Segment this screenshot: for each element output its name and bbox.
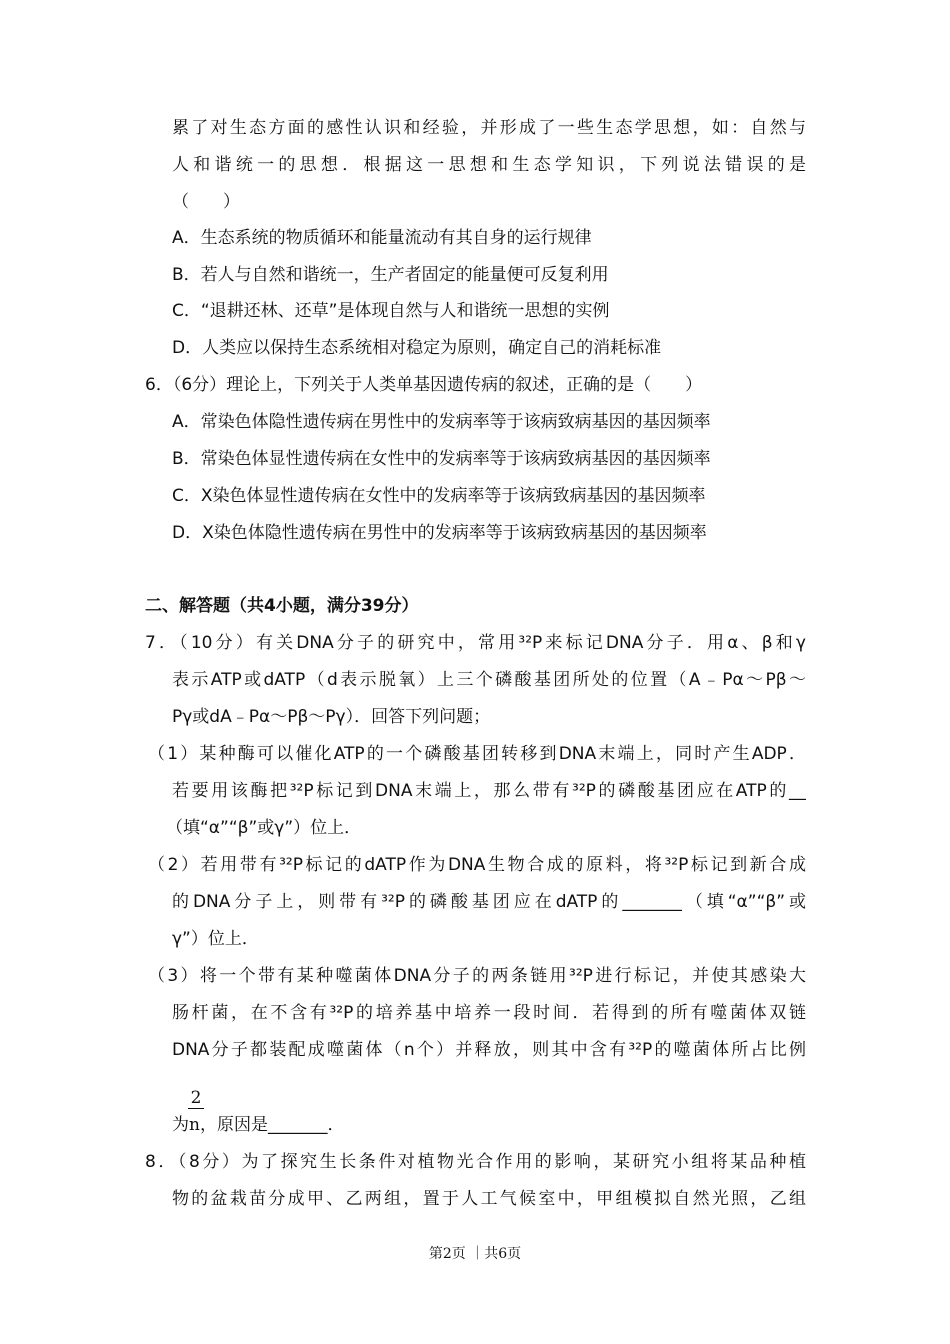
section-heading: 二、解答题（共4小题，满分39分） [145,596,419,616]
text-line: 表示ATP或dATP（d表示脱氧）上三个磷酸基团所处的位置（A﹣Pα～Pβ～ [172,670,806,690]
text-prefix: 为 [172,1115,189,1135]
option-d: D．人类应以保持生态系统相对稳定为原则，确定自己的消耗标准 [172,338,662,358]
question-stem: 6．（6分）理论上，下列关于人类单基因遗传病的叙述，正确的是（ ） [145,375,703,395]
text-line: 累了对生态方面的感性认识和经验，并形成了一些生态学思想，如：自然与 [172,118,806,138]
option-c: C．“退耕还林、还草”是体现自然与人和谐统一思想的实例 [172,301,610,321]
subquestion-1: （1）某种酶可以催化ATP的一个磷酸基团转移到DNA末端上，同时产生ADP． [148,744,806,764]
fraction-denominator: n [189,1115,200,1135]
option-a: A．生态系统的物质循环和能量流动有其自身的运行规律 [172,228,592,248]
fraction-numerator: 2 [188,1088,204,1109]
fraction [188,1088,204,1109]
text-line: DNA分子都装配成噬菌体（n个）并释放，则其中含有³²P的噬菌体所占比例 [172,1040,806,1060]
text-line: 的DNA分子上，则带有³²P的磷酸基团应在dATP的_______（填“α”“β”或 [172,892,806,912]
text-line [172,1113,806,1137]
option-a: A．常染色体隐性遗传病在男性中的发病率等于该病致病基因的基因频率 [172,412,711,432]
text-line: Pγ或dA﹣Pα～Pβ～Pγ）．回答下列问题； [172,707,491,727]
option-d: D．X染色体隐性遗传病在男性中的发病率等于该病致病基因的基因频率 [172,523,707,543]
text-line: 物的盆栽苗分成甲、乙两组，置于人工气候室中，甲组模拟自然光照，乙组 [172,1189,806,1209]
text-line: γ”）位上． [172,929,259,949]
text-line: 若要用该酶把³²P标记到DNA末端上，那么带有³²P的磷酸基团应在ATP的__ [172,781,806,801]
subquestion-3: （3）将一个带有某种噬菌体DNA分子的两条链用³²P进行标记，并使其感染大 [148,966,806,986]
text-line: （填“α”“β”或γ”）位上． [166,818,362,838]
answer-parentheses: （ ） [172,192,240,212]
text-line: 人和谐统一的思想．根据这一思想和生态学知识，下列说法错误的是 [172,155,806,175]
question-stem: 8．（8分）为了探究生长条件对植物光合作用的影响，某研究小组将某品种植 [145,1152,806,1172]
text-suffix: ，原因是_______． [199,1115,345,1135]
option-b: B．常染色体显性遗传病在女性中的发病率等于该病致病基因的基因频率 [172,449,711,469]
subquestion-2: （2）若用带有³²P标记的dATP作为DNA生物合成的原料，将³²P标记到新合成 [148,855,806,875]
option-b: B．若人与自然和谐统一，生产者固定的能量便可反复利用 [172,265,609,285]
question-stem: 7．（10分）有关DNA分子的研究中，常用³²P来标记DNA分子．用α、β和γ [145,633,806,653]
text-line: 肠杆菌，在不含有³²P的培养基中培养一段时间．若得到的所有噬菌体双链 [172,1003,806,1023]
page-footer: 第2页 ｜共6页 [428,1246,522,1262]
option-c: C．X染色体显性遗传病在女性中的发病率等于该病致病基因的基因频率 [172,486,706,506]
